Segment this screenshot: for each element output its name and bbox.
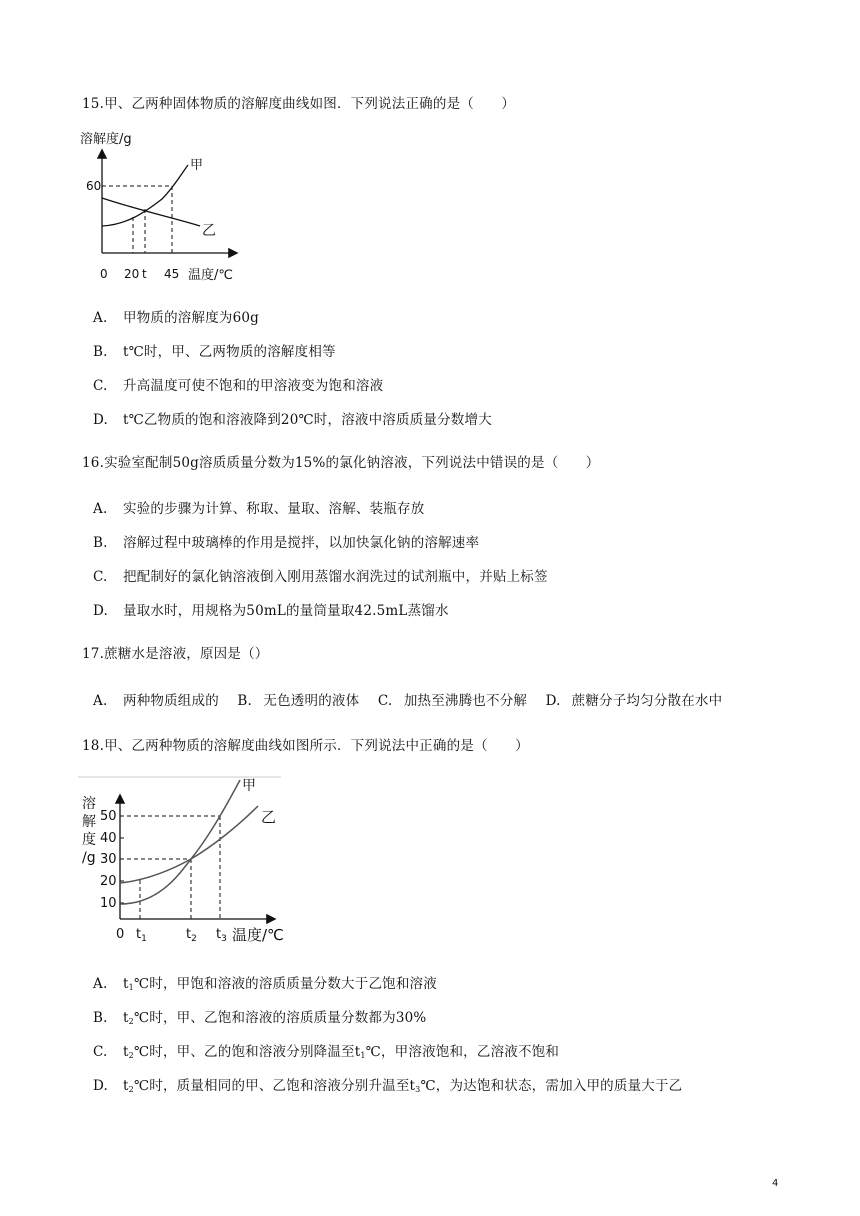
- q16-option-a: A. 实验的步骤为计算、称取、量取、溶解、装瓶存放: [93, 501, 425, 517]
- q18-curve-yi: [120, 806, 258, 883]
- q18-y-label-4: /g: [82, 850, 96, 866]
- q17-stem: 17.蔗糖水是溶液，原因是（）: [82, 646, 269, 662]
- q15-option-b: B. t℃时，甲、乙两物质的溶解度相等: [93, 344, 336, 360]
- q15-option-d: D. t℃乙物质的饱和溶液降到20℃时，溶液中溶质质量分数增大: [93, 412, 492, 428]
- q18-stem: 18.甲、乙两种物质的溶解度曲线如图所示．下列说法中正确的是（ ）: [82, 738, 529, 754]
- q15-option-c: C. 升高温度可使不饱和的甲溶液变为饱和溶液: [93, 378, 384, 394]
- q15-label-jia: 甲: [190, 158, 204, 173]
- q18-option-c: C. $t_2℃$时，甲、乙的饱和溶液分别降温至$t_1℃$，甲溶液饱和，乙溶液不饱和: [93, 1044, 560, 1060]
- q18-y-label-2: 解: [82, 814, 96, 830]
- q16-option-b: B. 溶解过程中玻璃棒的作用是搅拌，以加快氯化钠的溶解速率: [93, 535, 480, 551]
- q18-x-tick-0: 0: [116, 927, 125, 942]
- q17-option-b: B. 无色透明的液体: [237, 693, 360, 709]
- q15-x-tick-20: 20: [124, 267, 140, 281]
- q17-option-d: D. 蔗糖分子均匀分散在水中: [545, 693, 723, 709]
- q18-option-d: D. $t_2℃$时，质量相同的甲、乙饱和溶液分别升温至$t_3℃$，为达饱和状态，需加入甲的质量大于乙: [93, 1078, 683, 1094]
- q18-y-tick-40: 40: [100, 831, 117, 846]
- q18-solubility-chart: [78, 776, 288, 946]
- q18-y-label-3: 度: [82, 832, 96, 848]
- q18-x-tick-t1: $t_1$: [136, 927, 147, 944]
- q18-y-tick-30: 30: [100, 852, 117, 867]
- q18-y-tick-20: 20: [100, 874, 117, 889]
- q18-y-tick-50: 50: [100, 809, 117, 824]
- q18-curve-jia: [120, 780, 240, 904]
- q15-option-a: A. 甲物质的溶解度为60g: [93, 310, 260, 326]
- q18-label-yi: 乙: [261, 808, 277, 826]
- q16-option-d: D. 量取水时，用规格为50mL的量筒量取42.5mL蒸馏水: [93, 603, 449, 619]
- q17-options-row: [93, 689, 722, 709]
- q15-curve-yi: [102, 198, 200, 226]
- q18-option-b: B. $t_2℃$时，甲、乙饱和溶液的溶质质量分数都为30%: [93, 1010, 427, 1026]
- page-number: 4: [772, 1178, 779, 1189]
- q17-option-a: A. 两种物质组成的: [93, 693, 219, 709]
- q18-option-a: A. $t_1℃$时，甲饱和溶液的溶质质量分数大于乙饱和溶液: [93, 976, 437, 992]
- q17-option-c: C. 加热至沸腾也不分解: [377, 693, 528, 709]
- q16-stem: 16.实验室配制50g溶质质量分数为15%的氯化钠溶液，下列说法中错误的是（ ）: [82, 455, 600, 471]
- q18-x-tick-t3: $t_3$: [216, 927, 227, 944]
- q18-y-label-1: 溶: [82, 796, 96, 812]
- q15-stem: 15.甲、乙两种固体物质的溶解度曲线如图．下列说法正确的是（ ）: [82, 96, 516, 112]
- q15-x-tick-45: 45: [164, 267, 180, 281]
- q18-x-axis-label: 温度/℃: [232, 926, 284, 944]
- q15-x-tick-0: 0: [100, 267, 108, 281]
- q15-x-tick-t: t: [142, 267, 147, 281]
- q15-y-axis-label: 溶解度/g: [80, 132, 132, 147]
- q18-y-tick-10: 10: [100, 896, 117, 911]
- q15-solubility-chart: [78, 125, 258, 287]
- q15-x-axis-label: 温度/℃: [188, 268, 233, 283]
- q15-y-tick-60: 60: [86, 179, 102, 193]
- q15-label-yi: 乙: [202, 223, 216, 239]
- q16-option-c: C. 把配制好的氯化钠溶液倒入刚用蒸馏水润洗过的试剂瓶中，并贴上标签: [93, 569, 548, 585]
- q18-label-jia: 甲: [242, 778, 256, 794]
- q18-x-tick-t2: $t_2$: [186, 927, 197, 944]
